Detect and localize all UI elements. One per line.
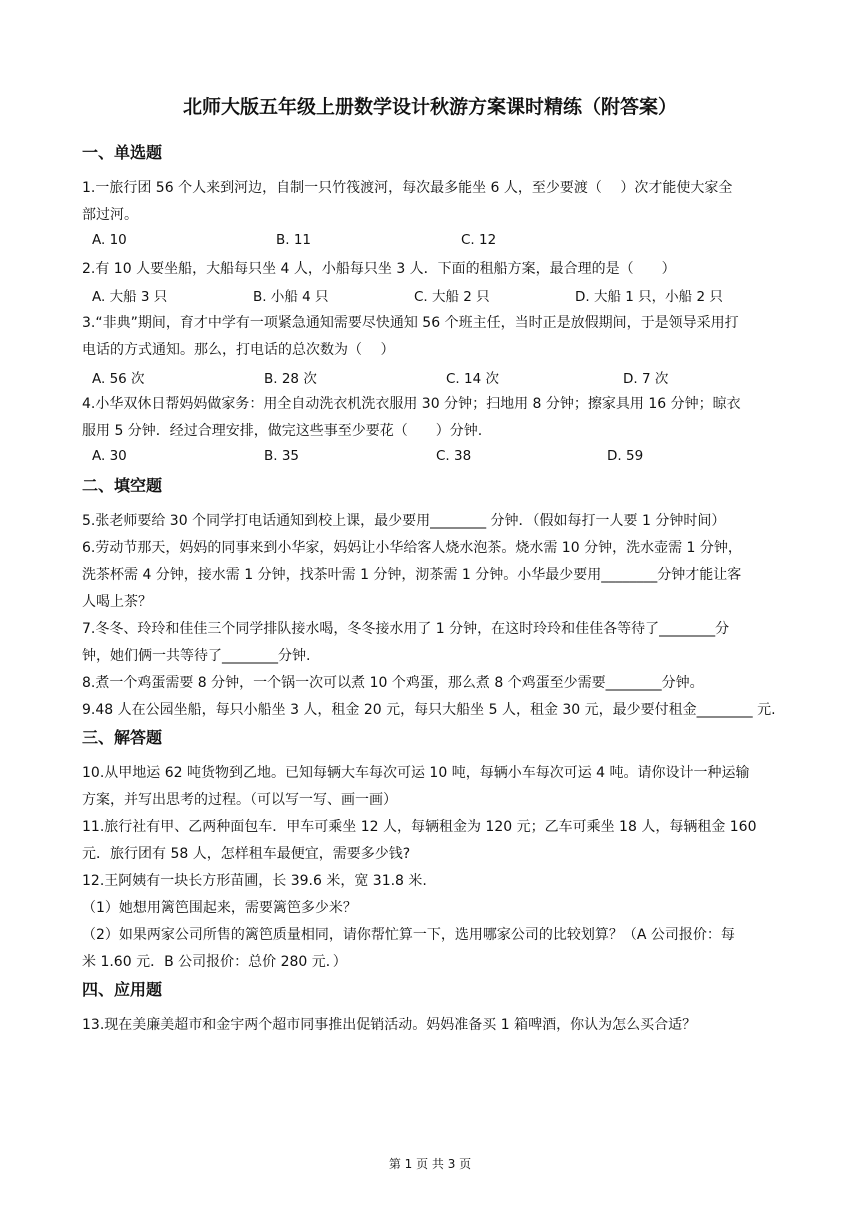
- question-9-line-1: 9.48 人在公园坐船，每只小船坐 3 人，租金 20 元，每只大船坐 5 人，租金 30 元，最少要付租金________ 元.: [82, 702, 776, 718]
- section-heading-fill-blank: 二、填空题: [82, 476, 163, 495]
- section-heading-answer: 三、解答题: [82, 728, 163, 747]
- question-4-line-2: 服用 5 分钟．经过合理安排，做完这些事至少要花（ ）分钟.: [82, 423, 483, 439]
- question-7-line-2: 钟，她们俩一共等待了________分钟.: [82, 648, 311, 664]
- document-title: 北师大版五年级上册数学设计秋游方案课时精练（附答案）: [182, 96, 677, 118]
- question-3-line-2: 电话的方式通知。那么，打电话的总次数为（ ）: [82, 342, 395, 358]
- page-footer: 第 1 页 共 3 页: [388, 1157, 472, 1171]
- question-12-line-2: （1）她想用篱笆围起来，需要篱笆多少米？: [82, 900, 357, 916]
- question-13-line-1: 13.现在美廉美超市和金宇两个超市同事推出促销活动。妈妈准备买 1 箱啤酒，你认为怎么买合适？: [82, 1017, 697, 1033]
- question-10-line-2: 方案，并写出思考的过程。（可以写一写、画一画）: [82, 792, 397, 808]
- question-7-line-1: 7.冬冬、玲玲和佳佳三个同学排队接水喝，冬冬接水用了 1 分钟，在这时玲玲和佳佳各等待了________分: [82, 621, 730, 637]
- question-1-line-1: 1.一旅行团 56 个人来到河边，自制一只竹筏渡河，每次最多能坐 6 人，至少要渡（ ）次才能使大家全: [82, 180, 733, 196]
- question-12-line-4: 米 1.60 元．B 公司报价：总价 280 元．）: [82, 954, 347, 970]
- question-6-line-2: 洗茶杯需 4 分钟，接水需 1 分钟，找茶叶需 1 分钟，沏茶需 1 分钟。小华最少要用________分钟才能让客: [82, 567, 742, 583]
- question-12-line-3: （2）如果两家公司所售的篱笆质量相同，请你帮忙算一下，选用哪家公司的比较划算？（A 公司报价：每: [82, 927, 735, 943]
- question-6-line-3: 人喝上茶？: [82, 594, 152, 610]
- question-3-line-1: 3.“非典”期间，育才中学有一项紧急通知需要尽快通知 56 个班主任，当时正是放假期间，于是领导采用打: [82, 315, 739, 331]
- question-11-line-1: 11.旅行社有甲、乙两种面包车．甲车可乘坐 12 人，每辆租金为 120 元；乙车可乘坐 18 人，每辆租金 160: [82, 819, 757, 835]
- question-1-line-2: 部过河。: [82, 207, 138, 223]
- question-3-option-a: A. 56 次: [92, 371, 145, 387]
- question-1-option-b: B. 11: [276, 232, 312, 248]
- section-heading-application: 四、应用题: [82, 980, 163, 999]
- question-2-line-1: 2.有 10 人要坐船，大船每只坐 4 人，小船每只坐 3 人．下面的租船方案，最合理的是（ ）: [82, 261, 676, 277]
- question-4-option-b: B. 35: [264, 448, 300, 464]
- question-11-line-2: 元．旅行团有 58 人，怎样租车最便宜，需要多少钱?: [82, 846, 411, 862]
- question-12-line-1: 12.王阿姨有一块长方形苗圃，长 39.6 米，宽 31.8 米.: [82, 873, 427, 889]
- question-2-option-c: C. 大船 2 只: [414, 289, 490, 305]
- question-3-option-b: B. 28 次: [264, 371, 317, 387]
- question-2-option-d: D. 大船 1 只，小船 2 只: [575, 289, 723, 305]
- question-1-option-a: A. 10: [92, 232, 127, 248]
- question-4-line-1: 4.小华双休日帮妈妈做家务：用全自动洗衣机洗衣服用 30 分钟；扫地用 8 分钟；擦家具用 16 分钟；晾衣: [82, 396, 741, 412]
- question-2-option-b: B. 小船 4 只: [253, 289, 329, 305]
- question-8-line-1: 8.煮一个鸡蛋需要 8 分钟，一个锅一次可以煮 10 个鸡蛋，那么煮 8 个鸡蛋至少需要________分钟。: [82, 675, 704, 691]
- question-6-line-1: 6.劳动节那天，妈妈的同事来到小华家，妈妈让小华给客人烧水泡茶。烧水需 10 分钟，洗水壶需 1 分钟，: [82, 540, 742, 556]
- question-1-option-c: C. 12: [461, 232, 497, 248]
- question-10-line-1: 10.从甲地运 62 吨货物到乙地。已知每辆大车每次可运 10 吨，每辆小车每次可运 4 吨。请你设计一种运输: [82, 765, 750, 781]
- section-heading-single-choice: 一、单选题: [82, 143, 163, 162]
- question-4-option-d: D. 59: [607, 448, 644, 464]
- question-3-option-d: D. 7 次: [623, 371, 669, 387]
- question-3-option-c: C. 14 次: [446, 371, 499, 387]
- question-5-line-1: 5.张老师要给 30 个同学打电话通知到校上课，最少要用________ 分钟．（假如每打一人要 1 分钟时间）: [82, 513, 726, 529]
- question-4-option-a: A. 30: [92, 448, 127, 464]
- question-2-option-a: A. 大船 3 只: [92, 289, 168, 305]
- question-4-option-c: C. 38: [436, 448, 472, 464]
